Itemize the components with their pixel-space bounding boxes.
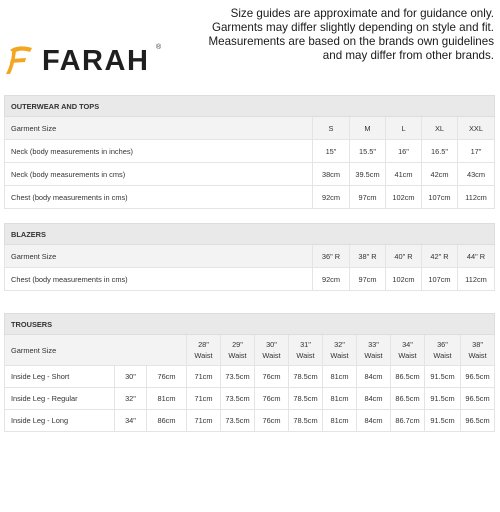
inside-leg-cms: 81cm [147,388,187,410]
size-header: 36" R [313,245,350,268]
table-cell: 91.5cm [425,410,461,432]
waist-header: 33" Waist [357,335,391,366]
waist-header: 38" Waist [461,335,495,366]
row-label: Inside Leg - Regular [5,388,115,410]
table-cell: 92cm [313,186,350,209]
table-cell: 102cm [386,186,422,209]
size-header: L [386,117,422,140]
table-cell: 107cm [422,186,458,209]
blazers-size-table [4,223,495,291]
table-cell: 38cm [313,163,350,186]
section-title-blazers: BLAZERS [5,224,495,245]
table-cell: 71cm [187,410,221,432]
size-header: XL [422,117,458,140]
table-cell: 78.5cm [289,366,323,388]
waist-header: 29" Waist [221,335,255,366]
table-cell: 71cm [187,388,221,410]
disclaimer-line: Measurements are based on the brands own guidelines [208,35,494,48]
table-cell: 91.5cm [425,388,461,410]
trousers-size-table [4,313,495,432]
table-cell: 81cm [323,388,357,410]
inside-leg-cms: 86cm [147,410,187,432]
registered-mark: ® [156,44,162,51]
table-cell: 16" [386,140,422,163]
table-cell: 81cm [323,366,357,388]
size-header: 38" R [350,245,386,268]
table-cell: 84cm [357,410,391,432]
table-cell: 16.5" [422,140,458,163]
table-cell: 43cm [458,163,495,186]
table-cell: 15.5" [350,140,386,163]
table-header-row [5,117,495,140]
table-cell: 86.5cm [391,366,425,388]
table-cell: 86.7cm [391,410,425,432]
table-cell: 15" [313,140,350,163]
table-cell: 71cm [187,366,221,388]
table-cell: 97cm [350,268,386,291]
table-cell: 39.5cm [350,163,386,186]
row-label: Chest (body measurements in cms) [5,268,313,291]
header-label: Garment Size [5,335,187,366]
table-header-row [5,335,495,366]
table-cell: 76cm [255,388,289,410]
table-cell: 73.5cm [221,366,255,388]
table-cell: 112cm [458,268,495,291]
waist-header: 36" Waist [425,335,461,366]
inside-leg-inches: 32" [115,388,147,410]
table-cell: 96.5cm [461,366,495,388]
size-disclaimer [194,7,494,63]
table-cell: 96.5cm [461,388,495,410]
table-cell: 112cm [458,186,495,209]
table-cell: 86.5cm [391,388,425,410]
table-cell: 76cm [255,366,289,388]
table-cell: 84cm [357,366,391,388]
table-cell: 76cm [255,410,289,432]
size-header: 44" R [458,245,495,268]
table-row [5,366,495,388]
table-cell: 97cm [350,186,386,209]
inside-leg-inches: 30" [115,366,147,388]
table-cell: 73.5cm [221,388,255,410]
table-row [5,163,495,186]
brand-name: FARAH [42,45,150,77]
row-label: Inside Leg - Long [5,410,115,432]
table-cell: 81cm [323,410,357,432]
waist-header: 28" Waist [187,335,221,366]
header-label: Garment Size [5,117,313,140]
size-header: S [313,117,350,140]
outerwear-size-table [4,95,495,209]
table-row [5,186,495,209]
table-cell: 96.5cm [461,410,495,432]
inside-leg-cms: 76cm [147,366,187,388]
row-label: Inside Leg - Short [5,366,115,388]
row-label: Neck (body measurements in cms) [5,163,313,186]
table-row [5,268,495,291]
row-label: Chest (body measurements in cms) [5,186,313,209]
table-cell: 41cm [386,163,422,186]
waist-header: 34" Waist [391,335,425,366]
table-cell: 107cm [422,268,458,291]
section-title-trousers: TROUSERS [5,314,495,335]
size-header: 40" R [386,245,422,268]
table-cell: 84cm [357,388,391,410]
table-row [5,410,495,432]
inside-leg-inches: 34" [115,410,147,432]
disclaimer-line: Size guides are approximate and for guidance only. [230,7,494,20]
table-header-row [5,245,495,268]
table-cell: 17" [458,140,495,163]
row-label: Neck (body measurements in inches) [5,140,313,163]
table-row [5,140,495,163]
waist-header: 30" Waist [255,335,289,366]
table-row [5,388,495,410]
table-cell: 78.5cm [289,410,323,432]
size-header: 42" R [422,245,458,268]
table-cell: 102cm [386,268,422,291]
waist-header: 32" Waist [323,335,357,366]
farah-f-icon [4,44,34,76]
table-cell: 73.5cm [221,410,255,432]
disclaimer-line: and may differ from other brands. [322,49,494,62]
table-cell: 92cm [313,268,350,291]
table-cell: 78.5cm [289,388,323,410]
table-cell: 91.5cm [425,366,461,388]
size-header: M [350,117,386,140]
waist-header: 31" Waist [289,335,323,366]
section-title-outerwear: OUTERWEAR AND TOPS [5,96,495,117]
size-header: XXL [458,117,495,140]
disclaimer-line: Garments may differ slightly depending on style and fit. [211,21,494,34]
header-label: Garment Size [5,245,313,268]
table-cell: 42cm [422,163,458,186]
